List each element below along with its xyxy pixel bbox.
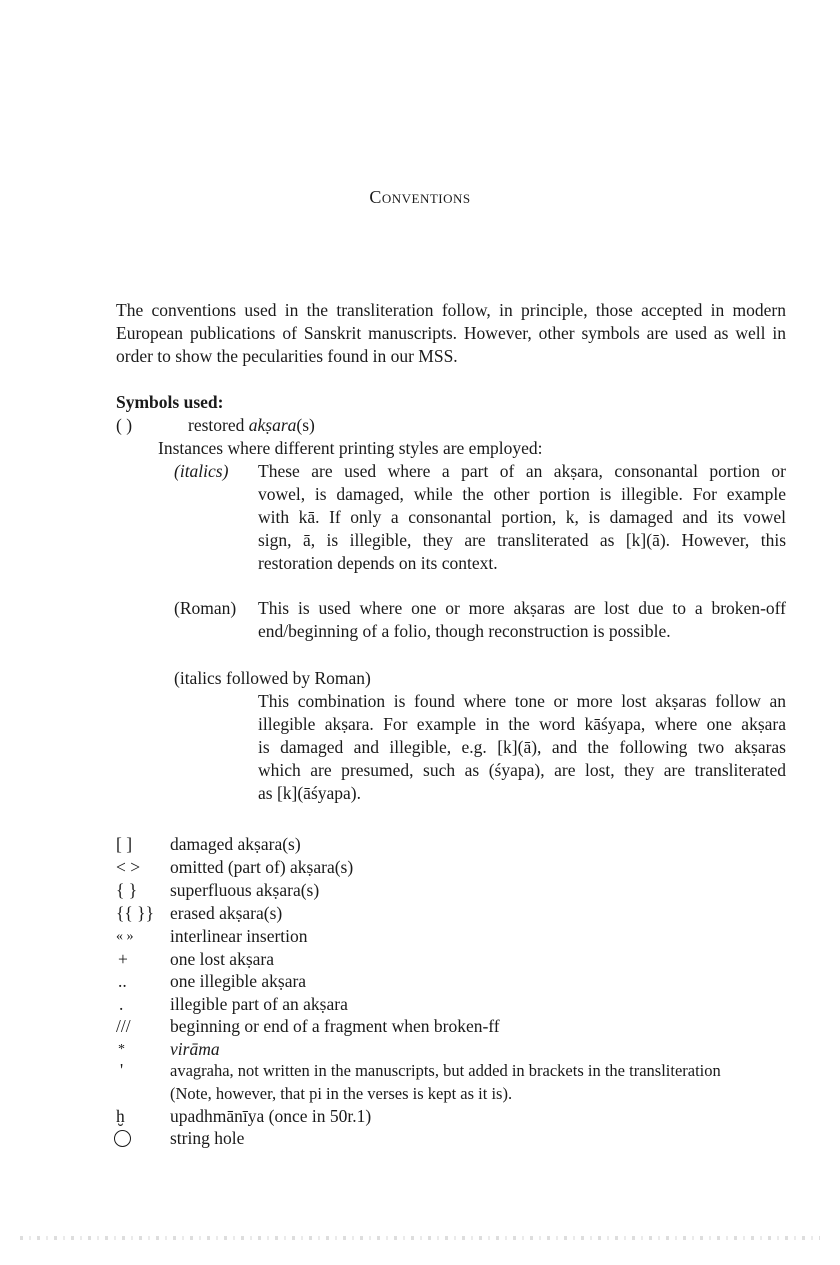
symbol-text: one illegible akṣara	[170, 971, 307, 991]
symbol-apostrophe: '	[120, 1060, 124, 1080]
italics-label: (italics)	[174, 461, 229, 481]
symbol-text: virāma	[170, 1039, 220, 1059]
symbols-heading: Symbols used:	[116, 392, 224, 412]
symbol-text: interlinear insertion	[170, 926, 308, 946]
italics-line: These are used where a part of an akṣara, consonantal portion or	[258, 461, 786, 481]
combo-line: is damaged and illegible, e.g. [k](ā), and the following two akṣaras	[258, 737, 786, 757]
italics-line: sign, ā, is illegible, they are transliterated as [k](ā). However, this	[258, 530, 786, 550]
roman-description	[258, 597, 786, 643]
symbol-double-dot: ..	[118, 971, 127, 991]
restored-suffix: (s)	[296, 415, 315, 435]
combo-line: This combination is found where tone or more lost akṣaras follow an	[258, 691, 786, 711]
symbol-angle-brackets: < >	[116, 857, 141, 877]
roman-line: This is used where one or more akṣaras are lost due to a broken-off	[258, 598, 786, 618]
symbol-asterisk: *	[118, 1042, 125, 1057]
symbol-plus: +	[118, 949, 128, 969]
combo-line: as [k](āśyapa).	[258, 783, 362, 803]
symbol-text: erased akṣara(s)	[170, 903, 283, 923]
instances-intro: Instances where different printing styles are employed:	[158, 438, 543, 458]
symbol-text: string hole	[170, 1128, 245, 1148]
symbol-braces: { }	[116, 880, 138, 900]
symbol-text: upadhmānīya (once in 50r.1)	[170, 1106, 372, 1126]
italics-line: vowel, is damaged, while the other portion is illegible. For example	[258, 484, 786, 504]
italics-description	[258, 460, 786, 575]
symbol-text: superfluous akṣara(s)	[170, 880, 320, 900]
italics-line: restoration depends on its context.	[258, 553, 498, 573]
symbol-triple-slash: ///	[116, 1016, 131, 1036]
symbol-text: omitted (part of) akṣara(s)	[170, 857, 354, 877]
combo-description	[258, 690, 786, 805]
symbol-h-breve: ḫ	[116, 1106, 125, 1126]
symbol-brackets: [ ]	[116, 834, 133, 854]
roman-line: end/beginning of a folio, though reconstruction is possible.	[258, 621, 671, 641]
combo-line: which are presumed, such as (śyapa), are lost, they are transliterated	[258, 760, 786, 780]
scan-edge-noise	[20, 1236, 820, 1240]
restored-label: restored	[188, 415, 249, 435]
string-hole-icon	[114, 1130, 131, 1147]
symbol-text: avagraha, not written in the manuscripts, but added in brackets in the transliteration	[170, 1061, 721, 1080]
symbol-guillemets: « »	[116, 929, 134, 944]
combo-label: (italics followed by Roman)	[174, 668, 371, 688]
symbol-text: beginning or end of a fragment when broken-ff	[170, 1016, 500, 1036]
combo-line: illegible akṣara. For example in the word kāśyapa, where one akṣara	[258, 714, 786, 734]
restored-akshara: akṣara	[248, 415, 297, 435]
symbol-text: damaged akṣara(s)	[170, 834, 301, 854]
roman-label: (Roman)	[174, 598, 237, 618]
symbol-note: (Note, however, that pi in the verses is kept as it is).	[170, 1084, 513, 1103]
intro-paragraph: The conventions used in the transliteration follow, in principle, those accepted in modern European publications of Sanskrit manuscripts. However, other symbols are used as well in order to show the pecularities found in our MSS.	[116, 300, 786, 366]
symbol-text: illegible part of an akṣara	[170, 994, 348, 1014]
symbol-dot: .	[119, 994, 124, 1014]
symbol-double-braces: {{ }}	[116, 903, 154, 923]
restored-description	[188, 414, 315, 437]
symbol-text: one lost akṣara	[170, 949, 274, 969]
restored-symbol: ( )	[116, 415, 133, 435]
page-title: Conventions	[369, 187, 471, 207]
italics-line: with kā. If only a consonantal portion, k, is damaged and its vowel	[258, 507, 786, 527]
